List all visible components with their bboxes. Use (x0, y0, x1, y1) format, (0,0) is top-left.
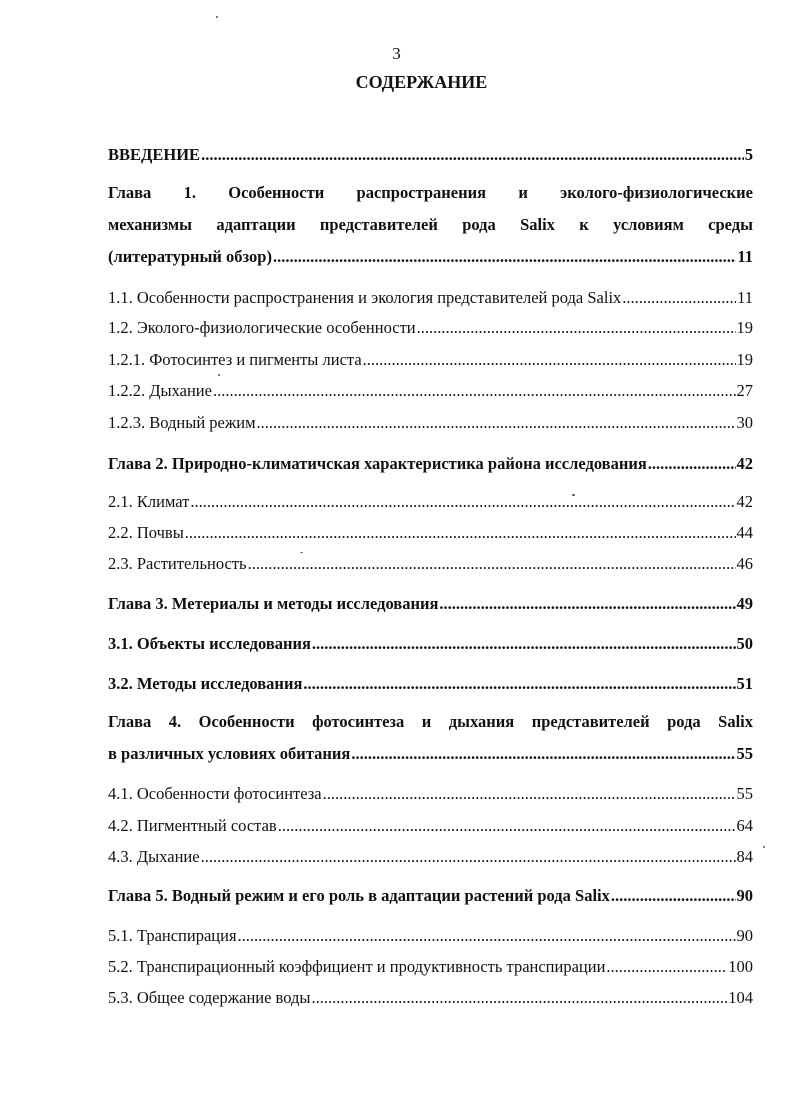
toc-entry-title: 2.2. Почвы (108, 523, 184, 542)
scan-speck (763, 846, 765, 848)
toc-page-number: 11 (737, 288, 753, 307)
dot-leader (248, 554, 736, 574)
dot-leader (323, 784, 736, 804)
dot-leader (201, 145, 744, 165)
toc-entry-s5-2 (108, 957, 753, 977)
dot-leader (201, 847, 736, 867)
dot-leader (611, 886, 736, 906)
toc-page-number: 49 (736, 594, 753, 613)
toc-entry-ch3 (108, 594, 753, 614)
dot-leader (417, 318, 736, 338)
dot-leader (606, 957, 727, 977)
page-number: 3 (392, 44, 401, 63)
dot-leader (213, 381, 736, 401)
dot-leader (257, 413, 736, 433)
toc-entry-s1-2-2 (108, 381, 753, 401)
toc-entry-title: Глава 5. Водный режим и его роль в адаптации растений рода Salix (108, 886, 610, 905)
toc-page-number: 50 (736, 634, 753, 653)
toc-entry-title: 1.2.1. Фотосинтез и пигменты листа (108, 350, 362, 369)
scan-speck (216, 16, 218, 18)
toc-entry-title: Глава 2. Природно-климатичская характеристика района исследования (108, 454, 647, 473)
toc-entry-s2-3 (108, 554, 753, 574)
toc-page-number: 19 (736, 318, 753, 337)
scan-speck (300, 552, 303, 553)
toc-entry-intro (108, 145, 753, 165)
toc-entry-title: 4.3. Дыхание (108, 847, 200, 866)
toc-entry-text-line: Глава 1. Особенности распространения и эколого-физиологические (108, 183, 753, 202)
toc-page-number: 42 (736, 492, 753, 511)
toc-entry-title: 5.3. Общее содержание воды (108, 988, 311, 1007)
dot-leader (303, 674, 735, 694)
dot-leader (351, 744, 735, 764)
toc-entry-title: ВВЕДЕНИЕ (108, 145, 201, 164)
toc-entry-title: Глава 3. Метериалы и методы исследования (108, 594, 439, 613)
toc-entry-title: 1.1. Особенности распространения и экология представителей рода Salix (108, 288, 622, 307)
toc-entry-title: 1.2. Эколого-физиологические особенности (108, 318, 416, 337)
toc-entry-s3-2 (108, 674, 753, 694)
dot-leader (278, 816, 736, 836)
toc-entry-title: 2.1. Климат (108, 492, 190, 511)
toc-entry-s1-2-1 (108, 350, 753, 370)
dot-leader (648, 454, 736, 474)
dot-leader (363, 350, 736, 370)
toc-entry-title: 3.1. Объекты исследования (108, 634, 311, 653)
dot-leader (238, 926, 736, 946)
toc-entry-s4-2 (108, 816, 753, 836)
dot-leader (185, 523, 736, 543)
toc-page-number: 64 (736, 816, 753, 835)
toc-entry-s5-3 (108, 988, 753, 1008)
toc-entry-ch4 (108, 712, 753, 764)
toc-page-number: 30 (736, 413, 753, 432)
toc-entry-s4-3 (108, 847, 753, 867)
scan-speck (218, 374, 220, 376)
dot-leader (312, 634, 736, 654)
toc-entry-title: (литературный обзор) (108, 247, 272, 266)
toc-entry-title: 4.2. Пигментный состав (108, 816, 277, 835)
toc-page-number: 90 (736, 886, 753, 905)
toc-page-number: 55 (736, 744, 753, 763)
toc-entry-title: 5.2. Транспирационный коэффициент и продуктивность транспирации (108, 957, 606, 976)
toc-page-number: 100 (728, 957, 753, 976)
toc-page-number: 11 (737, 247, 753, 266)
toc-entry-text-line: механизмы адаптации представителей рода Salix к условиям среды (108, 215, 753, 234)
toc-page-number: 104 (728, 988, 753, 1007)
toc-entry-s4-1 (108, 784, 753, 804)
toc-page-number: 46 (736, 554, 753, 573)
toc-page-number: 42 (736, 454, 753, 473)
toc-entry-s1-2 (108, 318, 753, 338)
toc-entry-s2-1 (108, 492, 753, 512)
dot-leader (312, 988, 728, 1008)
dot-leader (190, 492, 735, 512)
dot-leader (439, 594, 735, 614)
toc-page-number: 19 (736, 350, 753, 369)
toc-entry-s1-1 (108, 288, 753, 308)
toc-entry-s3-1 (108, 634, 753, 654)
toc-page-number: 55 (736, 784, 753, 803)
toc-page-number: 51 (736, 674, 753, 693)
toc-entry-title: 5.1. Транспирация (108, 926, 237, 945)
toc-page-number: 90 (736, 926, 753, 945)
page-title: СОДЕРЖАНИЕ (355, 72, 488, 92)
toc-entry-text-line: Глава 4. Особенности фотосинтеза и дыхания представителей рода Salix (108, 712, 753, 731)
toc-entry-s1-2-3 (108, 413, 753, 433)
toc-page-number: 84 (736, 847, 753, 866)
toc-entry-title: 1.2.3. Водный режим (108, 413, 256, 432)
toc-entry-ch1 (108, 183, 753, 267)
toc-entry-s5-1 (108, 926, 753, 946)
toc-entry-title: 1.2.2. Дыхание (108, 381, 212, 400)
dot-leader (622, 288, 736, 308)
scan-speck (572, 494, 575, 496)
toc-entry-ch2 (108, 454, 753, 474)
toc-entry-s2-2 (108, 523, 753, 543)
toc-entry-title: 3.2. Методы исследования (108, 674, 303, 693)
dot-leader (273, 247, 736, 267)
toc-entry-title: 4.1. Особенности фотосинтеза (108, 784, 322, 803)
toc-page-number: 44 (736, 523, 753, 542)
toc-entry-title: в различных условиях обитания (108, 744, 351, 763)
toc-page-number: 27 (736, 381, 753, 400)
toc-page-number: 5 (744, 145, 753, 164)
toc-entry-title: 2.3. Растительность (108, 554, 247, 573)
toc-entry-ch5 (108, 886, 753, 906)
